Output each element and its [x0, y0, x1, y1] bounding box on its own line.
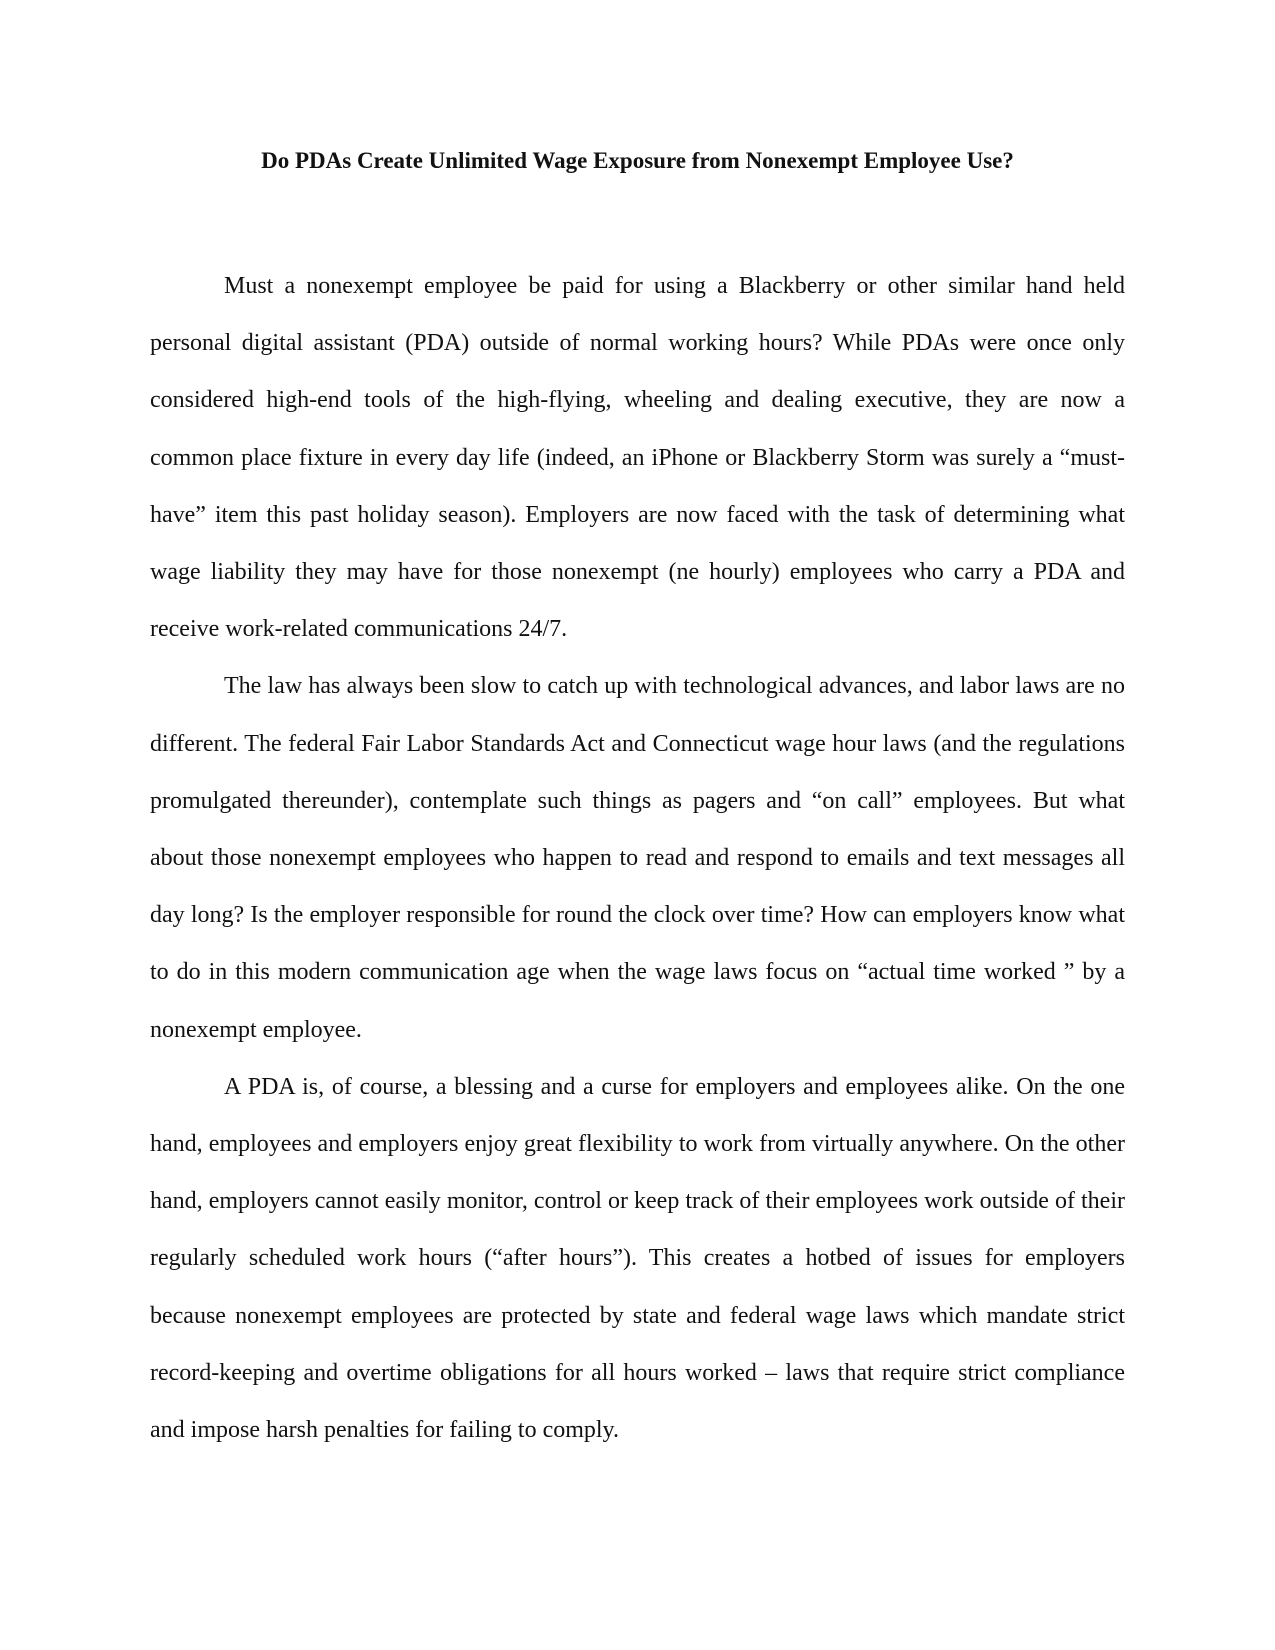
document-title: Do PDAs Create Unlimited Wage Exposure from Nonexempt Employee Use? — [261, 148, 1014, 173]
paragraph-1: Must a nonexempt employee be paid for using a Blackberry or other similar hand held personal digital assistant (PDA) outside of normal working hours? While PDAs were once only considered high-end tools of the high-flying, wheeling and dealing executive, they are now a common place fixture in every day life (indeed, an iPhone or Blackberry Storm was surely a “must-have” item this past holiday season). Employers are now faced with the task of determining what wage liability they may have for those nonexempt (ne hourly) employees who carry a PDA and receive work-related communications 24/7. — [150, 273, 1125, 643]
paragraph-3: A PDA is, of course, a blessing and a curse for employers and employees alike. On the one hand, employees and employers enjoy great flexibility to work from virtually anywhere. On the other hand, employers cannot easily monitor, control or keep track of their employees work outside of their regularly scheduled work hours (“after hours”). This creates a hotbed of issues for employers because nonexempt employees are protected by state and federal wage laws which mandate strict record-keeping and overtime obligations for all hours worked – laws that require strict compliance and impose harsh penalties for failing to comply. — [150, 1073, 1125, 1444]
document-body — [150, 258, 1125, 1459]
paragraph-2: The law has always been slow to catch up with technological advances, and labor laws are no different. The federal Fair Labor Standards Act and Connecticut wage hour laws (and the regulations promulgated thereunder), contemplate such things as pagers and “on call” employees. But what about those nonexempt employees who happen to read and respond to emails and text messages all day long? Is the employer responsible for round the clock over time? How can employers know what to do in this modern communication age when the wage laws focus on “actual time worked ” by a nonexempt employee. — [150, 673, 1125, 1043]
